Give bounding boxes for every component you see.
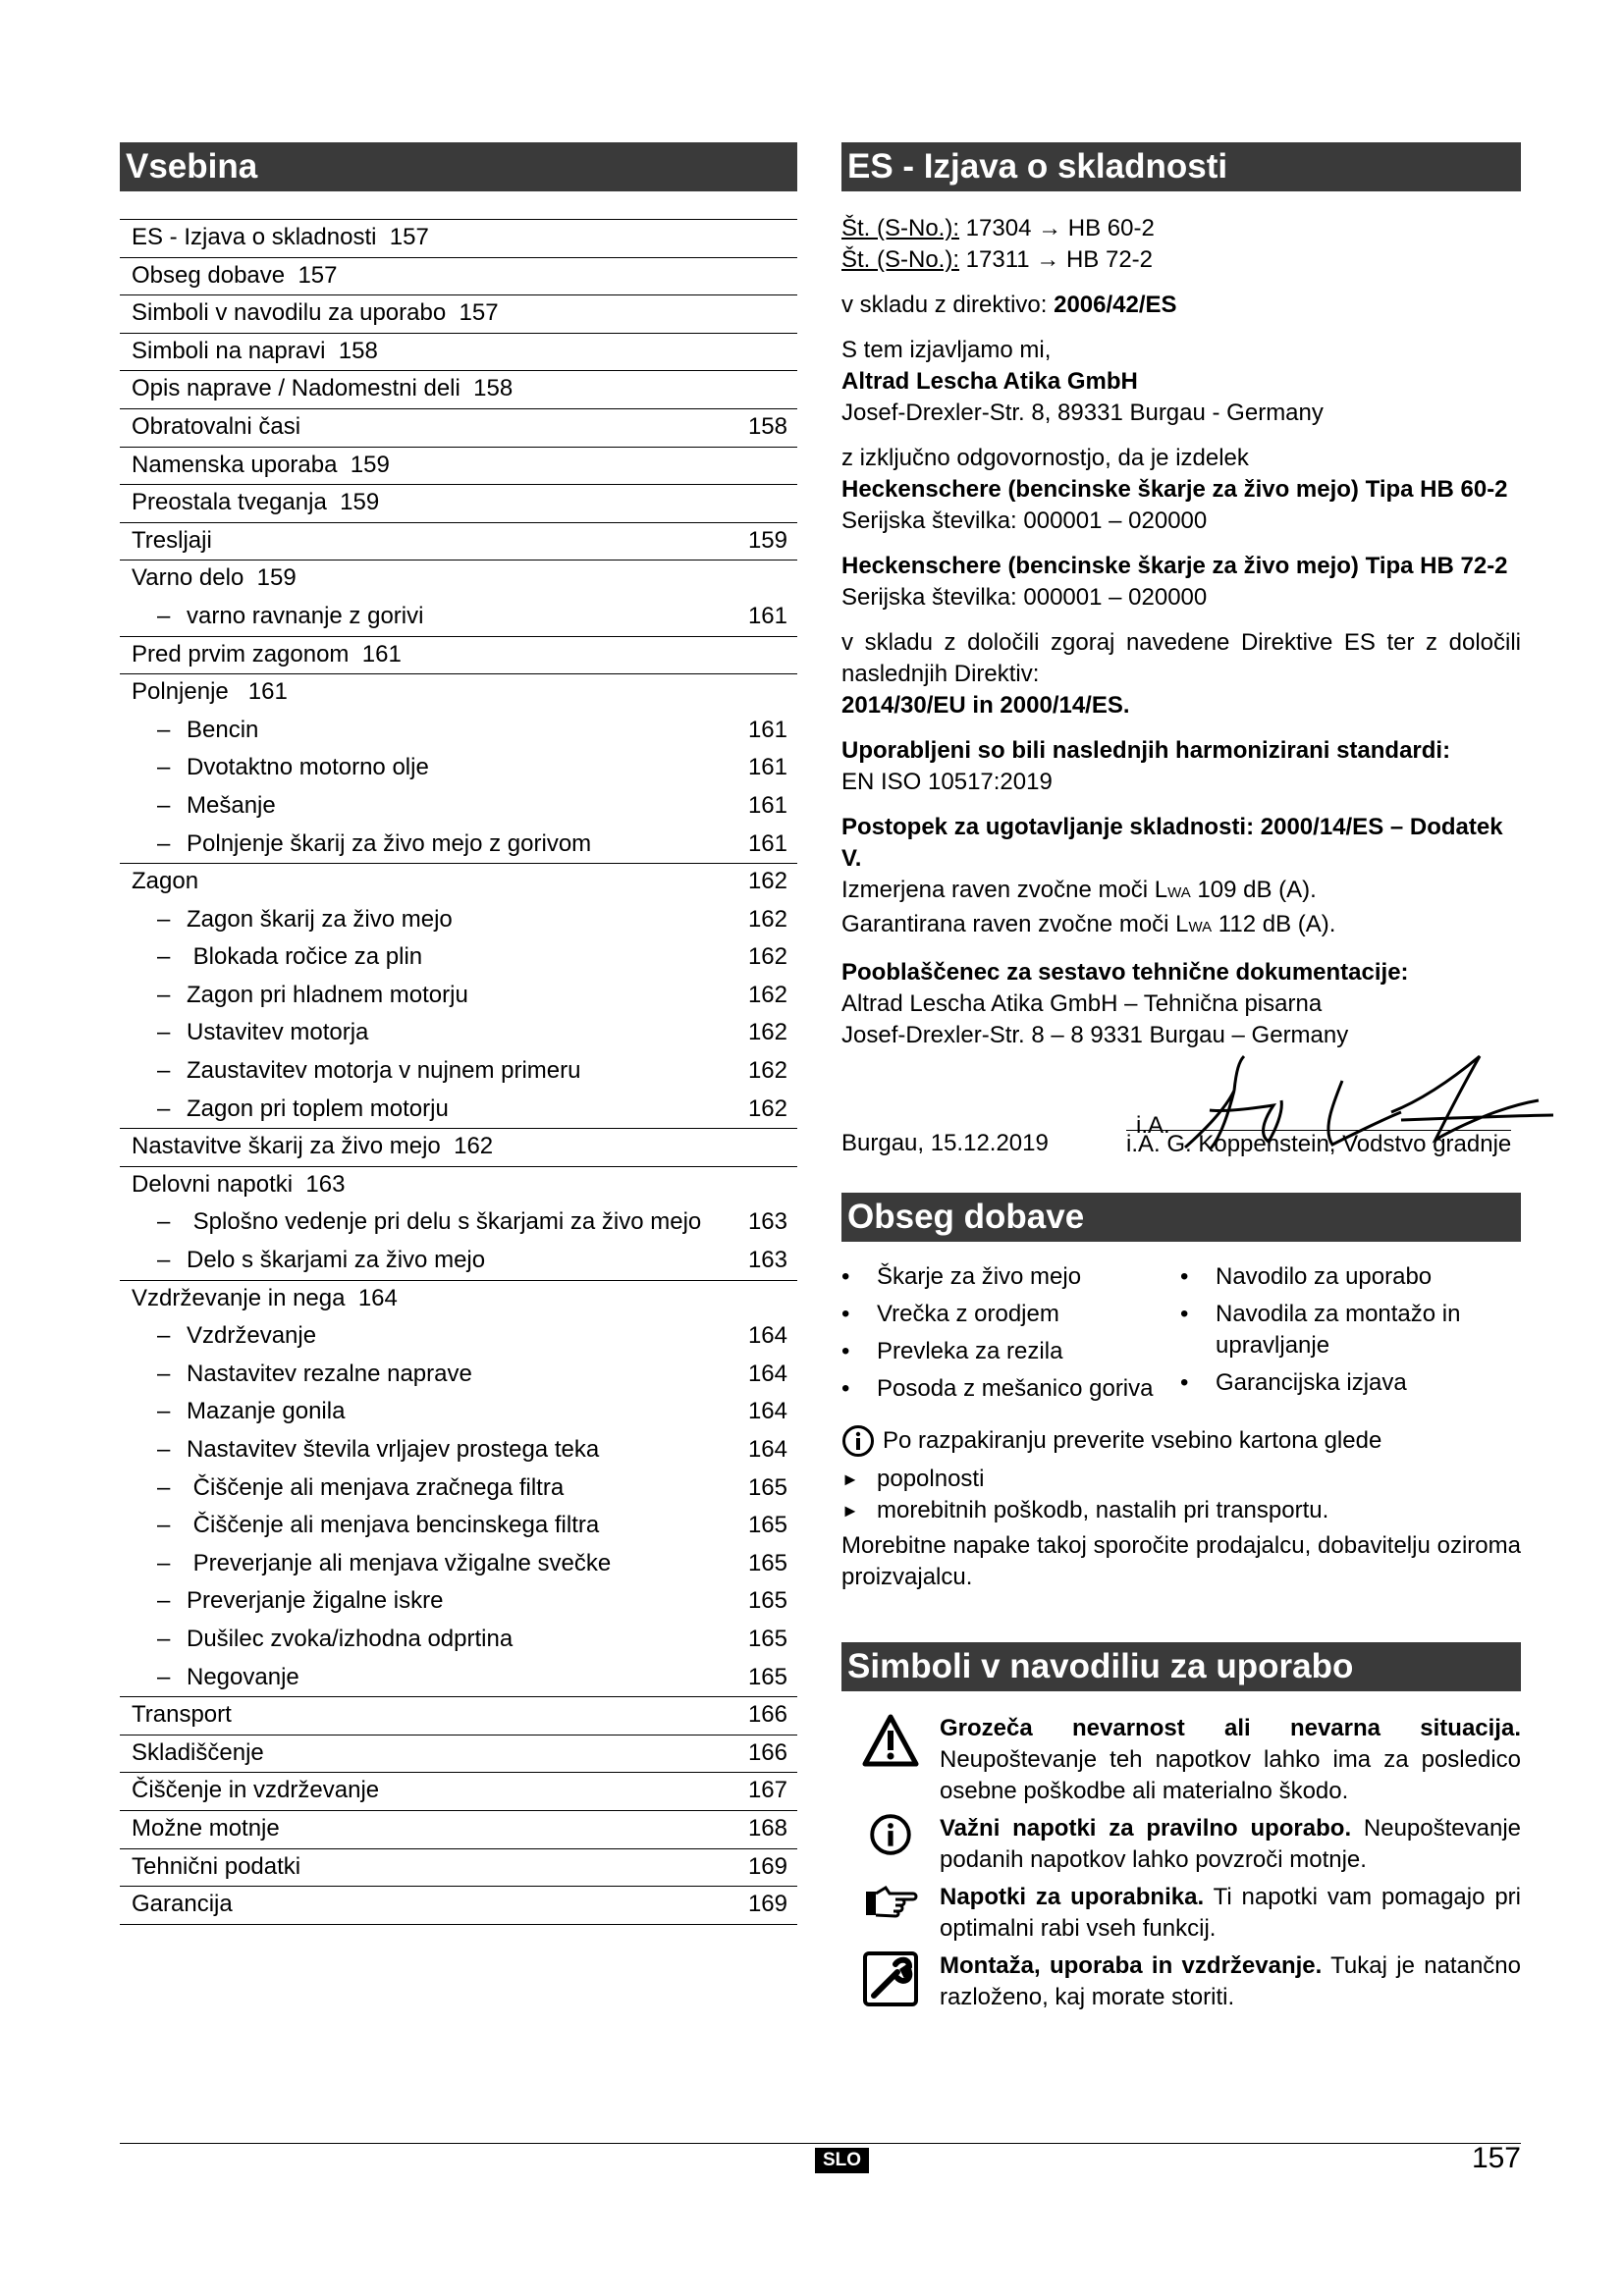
toc-page-number: 169 xyxy=(747,1891,787,1918)
toc-page-number: 158 xyxy=(747,412,787,440)
sno-line-2: Št. (S-No.): 17311 → HB 72-2 xyxy=(841,246,1154,273)
toc-title: Vsebina xyxy=(120,142,797,191)
toc-entry-label xyxy=(132,408,300,447)
toc-entry-text: Polnjenje 161 xyxy=(132,678,288,706)
ia-label: i.A. xyxy=(1136,1112,1170,1139)
toc-entry-text: Tehnični podatki xyxy=(132,1852,301,1880)
toc-entry-text: Zagon pri hladnem motorju xyxy=(187,981,468,1008)
toc-entry xyxy=(120,408,797,447)
toc-page-number: 162 xyxy=(747,1095,787,1122)
toc-subentry xyxy=(120,1091,797,1129)
toc-entry-text: Obratovalni časi xyxy=(132,412,301,440)
scope-item xyxy=(841,1299,1180,1330)
toc-entry-text: ES - Izjava o skladnosti 157 xyxy=(132,224,429,250)
toc-entry-label xyxy=(157,1507,599,1545)
bullet-icon: • xyxy=(841,1263,850,1290)
toc-subentry xyxy=(120,1469,797,1508)
scope-item-text: Škarje za živo mejo xyxy=(877,1263,1082,1290)
toc-entry-text: Splošno vedenje pri delu s škarjami za živo mejo xyxy=(187,1208,702,1236)
scope-item xyxy=(1180,1367,1521,1399)
check-item-text: popolnosti xyxy=(877,1466,985,1492)
toc-subentry xyxy=(120,1507,797,1545)
toc-entry-label xyxy=(157,1659,299,1697)
symbol-item xyxy=(841,1713,1521,1807)
check-item xyxy=(841,1495,1521,1526)
toc-entry-text: Delo s škarjami za živo mejo xyxy=(187,1247,486,1274)
symbol-text: Ti napotki vam pomagajo pri optimalni rabi vseh funkcij. xyxy=(940,1884,1521,1942)
toc-entry-label xyxy=(132,1166,345,1204)
toc-entry xyxy=(120,370,797,408)
toc-subentry xyxy=(120,1621,797,1659)
toc-entry-label xyxy=(157,1356,472,1394)
toc-entry-label xyxy=(132,636,402,674)
scope-item xyxy=(1180,1299,1521,1362)
toc-entry-text: Varno delo 159 xyxy=(132,564,297,592)
triangle-bullet-icon: ► xyxy=(841,1501,859,1521)
toc-entry-label xyxy=(132,1128,493,1166)
toc-entry-label xyxy=(132,560,297,598)
toc-page-number: 161 xyxy=(747,754,787,781)
toc-entry-label xyxy=(132,1735,264,1773)
toc-entry-label xyxy=(157,1091,449,1129)
toc-entry xyxy=(120,1166,797,1204)
toc-subentry xyxy=(120,1659,797,1697)
check-list xyxy=(841,1464,1521,1526)
toc-subentry xyxy=(120,938,797,977)
toc-page-number: 164 xyxy=(747,1360,787,1387)
toc-entry xyxy=(120,1735,797,1773)
scope-item-text: Navodilo za uporabo xyxy=(1216,1263,1433,1290)
toc-entry-text: Zagon xyxy=(132,868,199,895)
toc-entry xyxy=(120,1280,797,1318)
toc-entry-text: Dušilec zvoka/izhodna odprtina xyxy=(187,1625,514,1652)
toc-page-number: 165 xyxy=(747,1663,787,1690)
toc-subentry xyxy=(120,1317,797,1356)
toc-entry-text: Čiščenje in vzdrževanje xyxy=(132,1777,380,1804)
toc-dash: – xyxy=(157,981,171,1008)
scope-item xyxy=(841,1261,1180,1293)
toc-dash: – xyxy=(157,1398,171,1425)
scope-item-text: Navodila za montažo in upravljanje xyxy=(1216,1301,1461,1359)
toc-page-number: 165 xyxy=(747,1549,787,1576)
toc-entry-label xyxy=(157,749,429,787)
toc-dash: – xyxy=(157,791,171,819)
toc-entry xyxy=(120,1772,797,1810)
toc-entry-text: Delovni napotki 163 xyxy=(132,1170,346,1198)
toc-subentry xyxy=(120,712,797,750)
toc-entry xyxy=(120,333,797,371)
toc-entry-label xyxy=(157,1393,345,1431)
standards-label: Uporabljeni so bili naslednjih harmonizirani standardi: xyxy=(841,737,1451,764)
toc-entry-text: Polnjenje škarij za živo mejo z gorivom xyxy=(187,829,592,857)
toc-entry-label xyxy=(132,522,212,561)
toc-entry-text: varno ravnanje z gorivi xyxy=(187,602,424,629)
toc-entry-text: Garancija xyxy=(132,1891,233,1918)
footer-rule xyxy=(120,2143,1521,2144)
toc-entry-label xyxy=(157,1545,611,1583)
symbol-heading: Napotki za uporabnika. xyxy=(940,1884,1205,1910)
toc-dash: – xyxy=(157,1587,171,1615)
toc-entry-text: Zagon pri toplem motorju xyxy=(187,1095,449,1122)
symbol-description xyxy=(940,1813,1521,1876)
pointing-hand-icon xyxy=(841,1882,940,1945)
scope-title: Obseg dobave xyxy=(841,1193,1521,1242)
toc-entry-label xyxy=(132,447,390,485)
symbol-item xyxy=(841,1813,1521,1876)
toc-page-number: 164 xyxy=(747,1322,787,1350)
toc-page-number: 164 xyxy=(747,1436,787,1463)
symbol-heading: Grozeča nevarnost ali nevarna situacija. xyxy=(940,1715,1521,1741)
toc-subentry xyxy=(120,1242,797,1280)
toc-subentry xyxy=(120,977,797,1015)
toc-entry-label xyxy=(157,977,468,1015)
check-item-text: morebitnih poškodb, nastalih pri transportu. xyxy=(877,1497,1329,1523)
toc-dash: – xyxy=(157,829,171,857)
toc-dash: – xyxy=(157,602,171,629)
toc-dash: – xyxy=(157,1322,171,1350)
toc-entry-text: Nastavitev števila vrljajev prostega teka xyxy=(187,1436,600,1463)
responsibility-text: z izključno odgovornostjo, da je izdelek xyxy=(841,445,1249,471)
toc-entry-text: Mazanje gonila xyxy=(187,1398,346,1425)
toc-page-number: 166 xyxy=(747,1701,787,1729)
bullet-icon: • xyxy=(841,1301,850,1327)
authorized-label: Pooblaščenec za sestavo tehnične dokumentacije: xyxy=(841,959,1409,986)
toc-entry xyxy=(120,1810,797,1848)
es-title: ES - Izjava o skladnosti xyxy=(841,142,1521,191)
toc-dash: – xyxy=(157,1019,171,1046)
sno-line-1: Št. (S-No.): 17304 → HB 60-2 xyxy=(841,215,1155,241)
bullet-icon: • xyxy=(1180,1263,1189,1290)
toc-entry-label xyxy=(157,1582,443,1621)
toc-subentry xyxy=(120,1582,797,1621)
scope-list-left xyxy=(841,1261,1180,1411)
toc-entry-text: Možne motnje xyxy=(132,1814,280,1842)
toc-entry-text: Tresljaji xyxy=(132,526,212,554)
toc-entry-text: Ustavitev motorja xyxy=(187,1019,369,1046)
symbol-description xyxy=(940,1882,1521,1945)
toc-page-number: 169 xyxy=(747,1852,787,1880)
toc-entry xyxy=(120,560,797,598)
symbols-list xyxy=(841,1713,1521,2013)
toc-page-number: 161 xyxy=(747,829,787,857)
toc-entry-text: Transport xyxy=(132,1701,232,1729)
toc-entry xyxy=(120,636,797,674)
toc-entry xyxy=(120,219,797,257)
toc-dash: – xyxy=(157,905,171,933)
toc-page-number: 161 xyxy=(747,602,787,629)
toc-entry-label xyxy=(157,938,422,977)
toc-entry xyxy=(120,294,797,333)
symbol-text: Tukaj je natančno razloženo, kaj morate storiti. xyxy=(940,1952,1521,2010)
toc-list xyxy=(120,219,797,1925)
toc-entry xyxy=(120,863,797,901)
scope-item xyxy=(1180,1261,1521,1293)
signature-block xyxy=(841,1051,1521,1159)
toc-entry-text: Pred prvim zagonom 161 xyxy=(132,640,402,667)
toc-entry-label xyxy=(157,1317,316,1356)
toc-dash: – xyxy=(157,943,171,971)
toc-entry-text: Blokada ročice za plin xyxy=(187,943,423,971)
toc-entry-label xyxy=(132,863,198,901)
product-1: Heckenschere (bencinske škarje za živo mejo) Tipa HB 60-2 xyxy=(841,476,1508,503)
toc-dash: – xyxy=(157,1549,171,1576)
toc-entry xyxy=(120,1696,797,1735)
toc-subentry xyxy=(120,1014,797,1052)
toc-dash: – xyxy=(157,1095,171,1122)
symbol-text: Neupoštevanje podanih napotkov lahko povzroči motnje. xyxy=(940,1815,1522,1873)
toc-entry-label xyxy=(132,484,379,522)
triangle-bullet-icon: ► xyxy=(841,1469,859,1489)
toc-page-number: 159 xyxy=(747,526,787,554)
toc-page-number: 162 xyxy=(747,943,787,971)
toc-dash: – xyxy=(157,754,171,781)
toc-entry-text: Preverjanje žigalne iskre xyxy=(187,1587,444,1615)
toc-entry-text: Čiščenje ali menjava bencinskega filtra xyxy=(187,1512,600,1539)
toc-entry xyxy=(120,673,797,712)
symbol-description xyxy=(940,1713,1521,1807)
toc-entry-label xyxy=(157,787,276,826)
toc-page-number: 162 xyxy=(747,905,787,933)
symbol-heading: Montaža, uporaba in vzdrževanje. xyxy=(940,1952,1323,1979)
toc-entry xyxy=(120,257,797,295)
toc-subentry xyxy=(120,598,797,636)
toc-entry-label xyxy=(132,1280,398,1318)
scope-closing: Morebitne napake takoj sporočite prodajalcu, dobavitelju oziroma proizvajalcu. xyxy=(841,1532,1521,1590)
authorized-address: Josef-Drexler-Str. 8 – 8 9331 Burgau – Germany xyxy=(841,1022,1349,1048)
bullet-icon: • xyxy=(1180,1301,1189,1327)
toc-page-number: 165 xyxy=(747,1625,787,1652)
toc-entry-text: Bencin xyxy=(187,716,259,743)
toc-entry-label xyxy=(132,1772,379,1810)
toc-entry-label xyxy=(132,1696,232,1735)
toc-entry-label xyxy=(132,333,378,371)
scope-item xyxy=(841,1336,1180,1367)
toc-page-number: 165 xyxy=(747,1512,787,1539)
place-date: Burgau, 15.12.2019 xyxy=(841,1130,1049,1156)
symbol-item xyxy=(841,1882,1521,1945)
toc-entry-text: Mešanje xyxy=(187,791,276,819)
symbol-text: Neupoštevanje teh napotkov lahko ima za posledico osebne poškodbe ali materialno škodo. xyxy=(940,1746,1521,1804)
toc-subentry xyxy=(120,787,797,826)
toc-entry-text: Namenska uporaba 159 xyxy=(132,451,390,478)
toc-entry-label xyxy=(157,1203,701,1242)
scope-item-text: Garancijska izjava xyxy=(1216,1369,1407,1396)
scope-item-text: Prevleka za rezila xyxy=(877,1338,1063,1364)
toc-column xyxy=(120,142,797,1925)
bullet-icon: • xyxy=(841,1338,850,1364)
toc-entry-label xyxy=(132,1886,233,1924)
toc-dash: – xyxy=(157,1360,171,1387)
toc-entry-label xyxy=(132,1848,300,1887)
toc-entry-text: Obseg dobave 157 xyxy=(132,261,338,289)
language-badge: SLO xyxy=(815,2148,869,2173)
authorized-name: Altrad Lescha Atika GmbH – Tehnična pisarna xyxy=(841,990,1323,1017)
toc-dash: – xyxy=(157,1663,171,1690)
scope-item xyxy=(841,1373,1180,1405)
toc-entry-text: Vzdrževanje in nega 164 xyxy=(132,1284,398,1311)
toc-page-number: 163 xyxy=(747,1247,787,1274)
toc-subentry xyxy=(120,826,797,864)
toc-subentry xyxy=(120,1393,797,1431)
guaranteed-power: Garantirana raven zvočne moči LWA 112 dB (A). xyxy=(841,911,1336,937)
toc-subentry xyxy=(120,1356,797,1394)
signatory: i.A. G. Koppenstein, Vodstvo gradnje xyxy=(1126,1131,1512,1157)
toc-subentry xyxy=(120,901,797,939)
toc-entry-label xyxy=(157,1242,485,1280)
symbol-item xyxy=(841,1950,1521,2013)
wrench-icon xyxy=(841,1950,940,2013)
toc-page-number: 162 xyxy=(747,868,787,895)
toc-entry-text: Nastavitve škarij za živo mejo 162 xyxy=(132,1133,494,1160)
directive-line: v skladu z direktivo: 2006/42/ES xyxy=(841,292,1177,318)
toc-entry-label xyxy=(132,294,499,333)
toc-subentry xyxy=(120,1052,797,1091)
toc-entry xyxy=(120,1886,797,1924)
info-icon xyxy=(841,1813,940,1876)
info-text: Po razpakiranju preverite vsebino kartona glede xyxy=(883,1427,1382,1454)
warning-triangle-icon xyxy=(841,1713,940,1807)
toc-dash: – xyxy=(157,1512,171,1539)
toc-entry xyxy=(120,1128,797,1166)
toc-entry-text: Preverjanje ali menjava vžigalne svečke xyxy=(187,1549,612,1576)
toc-entry-label xyxy=(157,826,591,864)
toc-page-number: 163 xyxy=(747,1208,787,1236)
right-column xyxy=(841,142,1521,2019)
toc-entry-label xyxy=(157,1431,599,1469)
scope-item-text: Posoda z mešanico goriva xyxy=(877,1375,1154,1402)
toc-entry-label xyxy=(157,901,453,939)
toc-page-number: 167 xyxy=(747,1777,787,1804)
toc-entry xyxy=(120,1848,797,1887)
procedure: Postopek za ugotavljanje skladnosti: 2000/14/ES – Dodatek V. xyxy=(841,814,1503,872)
toc-entry-label xyxy=(157,712,258,750)
toc-dash: – xyxy=(157,1436,171,1463)
toc-entry-text: Simboli na napravi 158 xyxy=(132,337,378,364)
toc-end-rule xyxy=(120,1924,797,1925)
toc-dash: – xyxy=(157,1208,171,1236)
measured-power: Izmerjena raven zvočne moči LWA 109 dB (A). xyxy=(841,877,1317,903)
toc-entry-text: Preostala tveganja 159 xyxy=(132,489,380,516)
toc-page-number: 165 xyxy=(747,1473,787,1501)
toc-entry xyxy=(120,522,797,561)
toc-entry-text: Opis naprave / Nadomestni deli 158 xyxy=(132,375,514,402)
check-item xyxy=(841,1464,1521,1495)
company-name: Altrad Lescha Atika GmbH xyxy=(841,368,1138,395)
toc-entry-label xyxy=(132,257,338,295)
toc-entry-text: Simboli v navodilu za uporabo 157 xyxy=(132,299,499,327)
toc-entry xyxy=(120,484,797,522)
scope-list-right xyxy=(1180,1261,1521,1411)
toc-entry-label xyxy=(157,1469,564,1508)
toc-dash: – xyxy=(157,1473,171,1501)
toc-page-number: 165 xyxy=(747,1587,787,1615)
directives: 2014/30/EU in 2000/14/ES. xyxy=(841,692,1130,719)
serial-1: Serijska številka: 000001 – 020000 xyxy=(841,507,1208,534)
toc-entry-label xyxy=(132,1810,280,1848)
info-line xyxy=(841,1424,1521,1458)
toc-subentry xyxy=(120,749,797,787)
toc-entry-label xyxy=(157,1621,513,1659)
toc-entry-text: Nastavitev rezalne naprave xyxy=(187,1360,472,1387)
toc-entry-text: Negovanje xyxy=(187,1663,299,1690)
toc-page-number: 162 xyxy=(747,1019,787,1046)
toc-subentry xyxy=(120,1431,797,1469)
toc-dash: – xyxy=(157,1625,171,1652)
we-declare: S tem izjavljamo mi, xyxy=(841,337,1052,363)
toc-dash: – xyxy=(157,1057,171,1085)
serial-2: Serijska številka: 000001 – 020000 xyxy=(841,584,1208,611)
standards: EN ISO 10517:2019 xyxy=(841,769,1053,795)
toc-entry-label xyxy=(132,219,429,257)
symbol-heading: Važni napotki za pravilno uporabo. xyxy=(940,1815,1352,1842)
toc-page-number: 164 xyxy=(747,1398,787,1425)
bullet-icon: • xyxy=(841,1375,850,1402)
toc-entry xyxy=(120,447,797,485)
toc-page-number: 162 xyxy=(747,981,787,1008)
toc-entry-text: Vzdrževanje xyxy=(187,1322,317,1350)
toc-dash: – xyxy=(157,716,171,743)
product-2: Heckenschere (bencinske škarje za živo mejo) Tipa HB 72-2 xyxy=(841,553,1508,579)
toc-entry-label xyxy=(132,673,288,712)
toc-page-number: 168 xyxy=(747,1814,787,1842)
toc-entry-label xyxy=(157,1014,368,1052)
toc-entry-text: Čiščenje ali menjava zračnega filtra xyxy=(187,1473,565,1501)
toc-entry-label xyxy=(157,598,423,636)
toc-page-number: 161 xyxy=(747,791,787,819)
page-number: 157 xyxy=(1471,2142,1521,2174)
scope-item-text: Vrečka z orodjem xyxy=(877,1301,1059,1327)
toc-entry-text: Zagon škarij za živo mejo xyxy=(187,905,453,933)
toc-subentry xyxy=(120,1203,797,1242)
toc-entry-label xyxy=(132,370,513,408)
info-icon xyxy=(841,1424,875,1458)
toc-page-number: 161 xyxy=(747,716,787,743)
conformity-text: v skladu z določili zgoraj navedene Direktive ES ter z določili naslednjih Direktiv: xyxy=(841,629,1521,687)
toc-dash: – xyxy=(157,1247,171,1274)
symbol-description xyxy=(940,1950,1521,2013)
toc-subentry xyxy=(120,1545,797,1583)
toc-page-number: 166 xyxy=(747,1738,787,1766)
company-address: Josef-Drexler-Str. 8, 89331 Burgau - Germany xyxy=(841,400,1324,426)
bullet-icon: • xyxy=(1180,1369,1189,1396)
toc-entry-label xyxy=(157,1052,580,1091)
toc-page-number: 162 xyxy=(747,1057,787,1085)
toc-entry-text: Skladiščenje xyxy=(132,1738,264,1766)
toc-entry-text: Zaustavitev motorja v nujnem primeru xyxy=(187,1057,581,1085)
symbols-title: Simboli v navodiliu za uporabo xyxy=(841,1642,1521,1691)
scope-lists xyxy=(841,1261,1521,1411)
toc-entry-text: Dvotaktno motorno olje xyxy=(187,754,429,781)
